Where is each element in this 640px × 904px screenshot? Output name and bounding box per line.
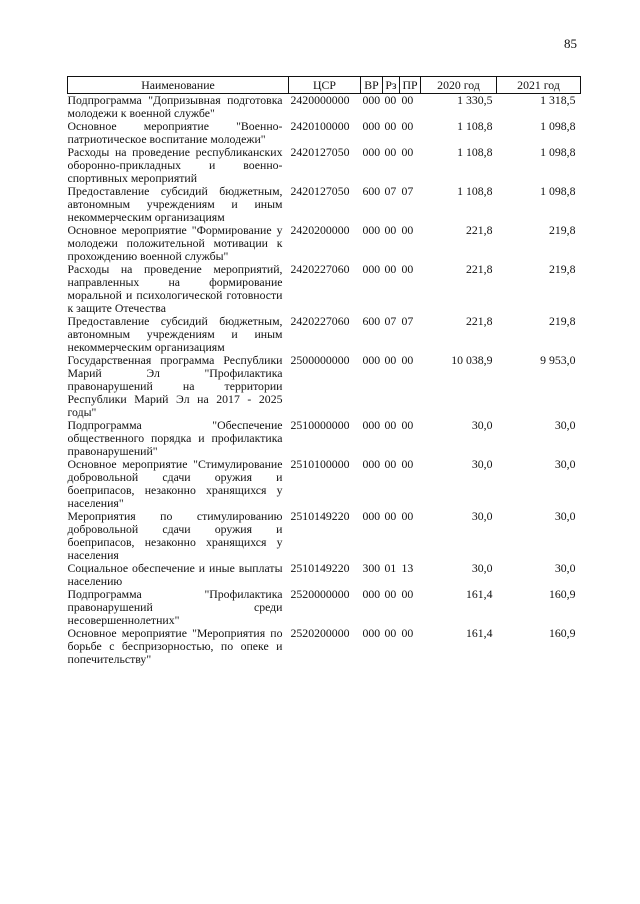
table-row	[68, 458, 581, 510]
header-pr: ПР	[400, 77, 421, 94]
row-csr: 2420127050	[290, 184, 350, 198]
row-pr: 00	[401, 93, 414, 107]
table-row	[68, 510, 581, 562]
row-name: Основное мероприятие "Мероприятия по борьбе с беспризорностью, по опеке и попечительству"	[67, 626, 283, 666]
row-name: Подпрограмма "Допризывная подготовка молодежи к военной службе"	[67, 93, 283, 120]
row-2020-value: 30,0	[471, 561, 493, 575]
row-pr: 00	[401, 587, 414, 601]
row-pr: 00	[401, 353, 414, 367]
table-row	[68, 224, 581, 263]
row-pr: 07	[401, 184, 414, 198]
row-csr: 2420227060	[290, 262, 350, 276]
row-name: Предоставление субсидий бюджетным, автономным учреждениям и иным некоммерческим организациям	[67, 184, 283, 224]
row-2020-value: 30,0	[471, 418, 493, 432]
table-row	[68, 315, 581, 354]
row-2020-value: 1 108,8	[457, 119, 493, 133]
row-2020-value: 30,0	[471, 457, 493, 471]
table-row	[68, 185, 581, 224]
row-pr: 07	[401, 314, 414, 328]
table-row	[68, 263, 581, 315]
table-row	[68, 562, 581, 588]
row-vr: 000	[362, 262, 381, 276]
row-rz: 00	[384, 626, 397, 640]
row-pr: 00	[401, 223, 414, 237]
table-row	[68, 588, 581, 627]
row-name: Государственная программа Республики Марий Эл "Профилактика правонарушений на территории Республики Марий Эл на 2017 - 2025 годы"	[67, 353, 283, 419]
row-2020-value: 161,4	[465, 587, 493, 601]
row-vr: 000	[362, 457, 381, 471]
row-rz: 07	[384, 184, 397, 198]
row-2020-value: 221,8	[465, 262, 493, 276]
table-row	[68, 120, 581, 146]
row-vr: 300	[362, 561, 381, 575]
row-name: Основное мероприятие "Формирование у молодежи положительной мотивации к прохождению военной службы"	[67, 223, 283, 263]
row-csr: 2510149220	[290, 509, 350, 523]
budget-table	[67, 76, 581, 666]
row-2021-value: 1 098,8	[540, 184, 576, 198]
row-vr: 600	[362, 314, 381, 328]
row-csr: 2510100000	[290, 457, 350, 471]
table-row	[68, 627, 581, 666]
row-2020-value: 161,4	[465, 626, 493, 640]
row-rz: 00	[384, 119, 397, 133]
row-csr: 2520200000	[290, 626, 350, 640]
row-2020-value: 221,8	[465, 314, 493, 328]
table-header	[68, 77, 581, 94]
row-csr: 2500000000	[290, 353, 350, 367]
row-rz: 00	[384, 418, 397, 432]
row-2020-value: 1 330,5	[457, 93, 493, 107]
row-rz: 00	[384, 93, 397, 107]
row-csr: 2520000000	[290, 587, 350, 601]
row-csr: 2420200000	[290, 223, 350, 237]
row-pr: 00	[401, 119, 414, 133]
row-rz: 00	[384, 223, 397, 237]
row-vr: 600	[362, 184, 381, 198]
row-2021-value: 30,0	[554, 418, 576, 432]
row-csr: 2420100000	[290, 119, 350, 133]
row-csr: 2420127050	[290, 145, 350, 159]
row-vr: 000	[362, 353, 381, 367]
table-row	[68, 146, 581, 185]
row-rz: 00	[384, 262, 397, 276]
row-2021-value: 1 098,8	[540, 119, 576, 133]
row-2020-value: 30,0	[471, 509, 493, 523]
row-vr: 000	[362, 145, 381, 159]
row-pr: 00	[401, 145, 414, 159]
row-pr: 00	[401, 457, 414, 471]
header-name: Наименование	[68, 77, 289, 94]
row-2021-value: 160,9	[548, 587, 576, 601]
row-pr: 00	[401, 626, 414, 640]
header-2020: 2020 год	[421, 77, 497, 94]
row-vr: 000	[362, 626, 381, 640]
row-2021-value: 30,0	[554, 561, 576, 575]
table-row	[68, 419, 581, 458]
row-rz: 01	[384, 561, 397, 575]
table-body	[68, 94, 581, 667]
row-rz: 00	[384, 353, 397, 367]
row-pr: 00	[401, 509, 414, 523]
row-2021-value: 1 098,8	[540, 145, 576, 159]
row-vr: 000	[362, 587, 381, 601]
row-name: Подпрограмма "Профилактика правонарушений среди несовершеннолетних"	[67, 587, 283, 627]
row-2021-value: 30,0	[554, 509, 576, 523]
row-csr: 2420227060	[290, 314, 350, 328]
row-rz: 07	[384, 314, 397, 328]
row-name: Основное мероприятие "Стимулирование добровольной сдачи оружия и боеприпасов, незаконно хранящихся у населения"	[67, 457, 283, 510]
row-vr: 000	[362, 119, 381, 133]
row-name: Мероприятия по стимулированию добровольной сдачи оружия и боеприпасов, незаконно хранящихся у населения	[67, 509, 283, 562]
row-pr: 13	[401, 561, 414, 575]
row-2021-value: 1 318,5	[540, 93, 576, 107]
row-name: Подпрограмма "Обеспечение общественного порядка и профилактика правонарушений"	[67, 418, 283, 458]
header-rz: Рз	[383, 77, 400, 94]
row-rz: 00	[384, 587, 397, 601]
row-vr: 000	[362, 93, 381, 107]
row-pr: 00	[401, 418, 414, 432]
row-pr: 00	[401, 262, 414, 276]
row-vr: 000	[362, 223, 381, 237]
row-2021-value: 219,8	[548, 314, 576, 328]
row-csr: 2420000000	[290, 93, 350, 107]
page-number: 85	[564, 36, 577, 51]
row-2021-value: 30,0	[554, 457, 576, 471]
row-2021-value: 219,8	[548, 223, 576, 237]
row-2020-value: 221,8	[465, 223, 493, 237]
row-rz: 00	[384, 145, 397, 159]
row-2021-value: 9 953,0	[540, 353, 576, 367]
row-vr: 000	[362, 509, 381, 523]
row-csr: 2510149220	[290, 561, 350, 575]
row-2020-value: 10 038,9	[451, 353, 493, 367]
header-vr: ВР	[361, 77, 383, 94]
header-csr: ЦСР	[289, 77, 361, 94]
row-2020-value: 1 108,8	[457, 184, 493, 198]
table-row	[68, 94, 581, 121]
row-rz: 00	[384, 457, 397, 471]
table-row	[68, 354, 581, 419]
row-2021-value: 219,8	[548, 262, 576, 276]
row-name: Основное мероприятие "Военно-патриотическое воспитание молодежи"	[67, 119, 283, 146]
row-name: Социальное обеспечение и иные выплаты населению	[67, 561, 283, 588]
row-csr: 2510000000	[290, 418, 350, 432]
row-name: Расходы на проведение республиканских оборонно-прикладных и военно-спортивных мероприятий	[67, 145, 283, 185]
row-name: Предоставление субсидий бюджетным, автономным учреждениям и иным некоммерческим организациям	[67, 314, 283, 354]
row-name: Расходы на проведение мероприятий, направленных на формирование моральной и психологической готовности к защите Отечества	[67, 262, 283, 315]
row-2020-value: 1 108,8	[457, 145, 493, 159]
row-2021-value: 160,9	[548, 626, 576, 640]
row-rz: 00	[384, 509, 397, 523]
row-vr: 000	[362, 418, 381, 432]
header-2021: 2021 год	[497, 77, 581, 94]
